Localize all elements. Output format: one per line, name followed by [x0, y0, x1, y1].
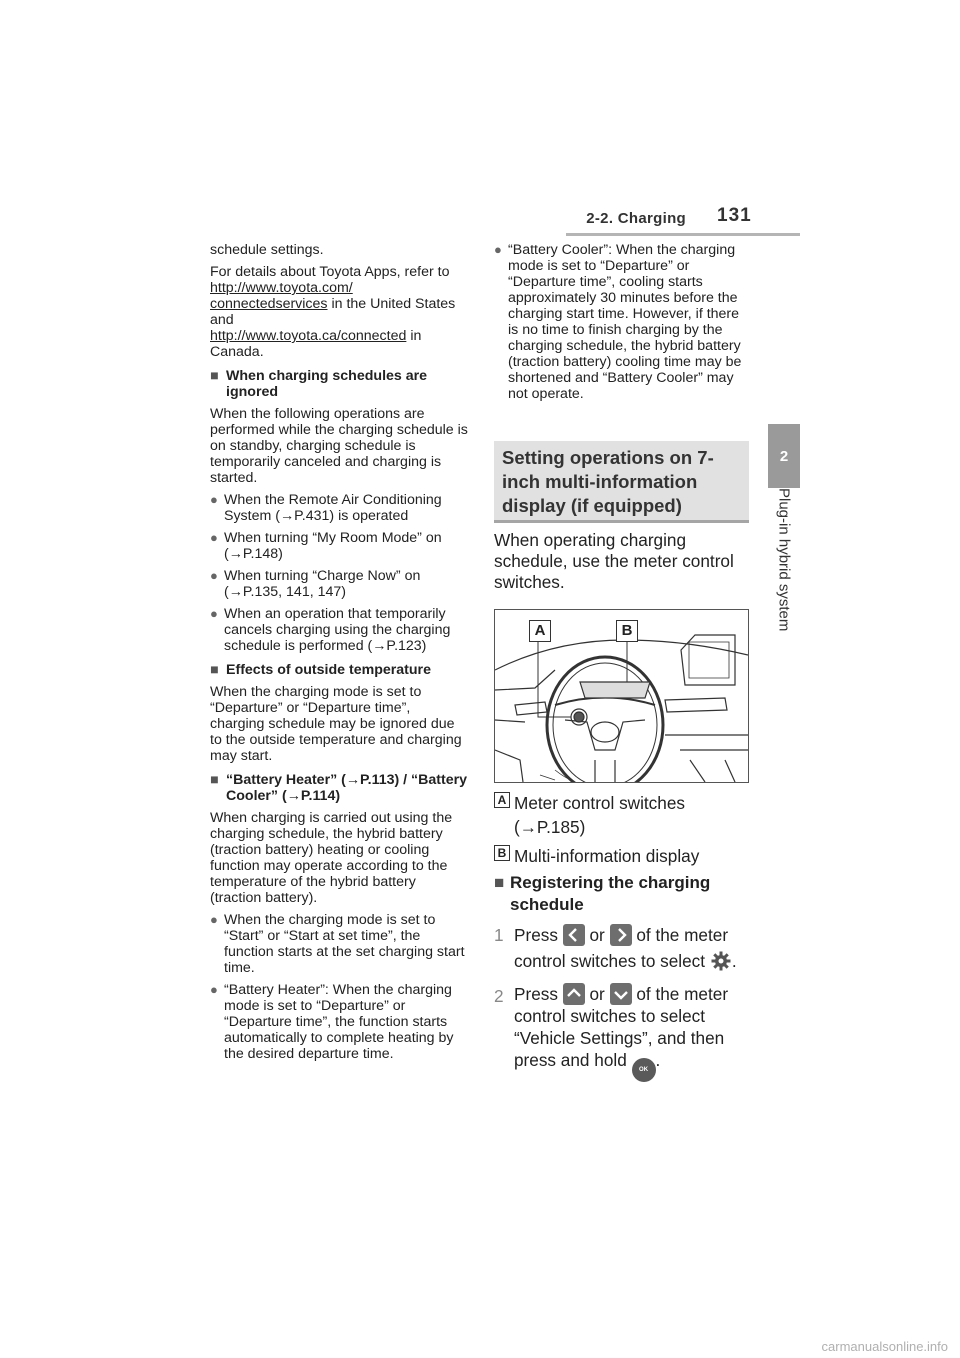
step-number: 2: [494, 986, 504, 1006]
figure-callout-b: B: [616, 620, 638, 642]
bullet-icon: ●: [210, 982, 218, 997]
chevron-right-icon: [610, 924, 632, 946]
bullet-icon: ●: [494, 242, 502, 257]
step-text: [514, 922, 754, 974]
text: of the meter control switches to select “Vehicle Settings”, and then press and hold: [514, 984, 729, 1070]
subheading: [210, 368, 468, 400]
bullet-icon: ●: [210, 530, 218, 545]
bullet-icon: ●: [210, 492, 218, 507]
text: in the United States and: [210, 296, 456, 328]
ok-button-icon: OK: [632, 1058, 656, 1082]
legend-text: Multi-information display: [514, 846, 700, 866]
text: of the meter control switches to select: [514, 925, 729, 971]
step-number: 1: [494, 925, 504, 945]
bullet-icon: ●: [210, 912, 218, 927]
section-heading-line: Setting operations on 7-: [502, 447, 714, 468]
bullet-icon: ●: [210, 606, 218, 621]
subheading-text: Effects of outside temperature: [226, 662, 431, 678]
subheading: [494, 872, 754, 916]
watermark: carmanualsonline.info: [821, 1339, 948, 1354]
text: Press: [514, 925, 563, 945]
list-item: [210, 568, 468, 600]
paragraph: [210, 264, 468, 360]
list-item-text: When the Remote Air Conditioning System (→P.431) is operated: [224, 492, 442, 524]
intro-paragraph: When operating charging schedule, use the meter control switches.: [494, 530, 734, 592]
subheading-text: Registering the charging schedule: [510, 873, 711, 914]
text: Press: [514, 984, 563, 1004]
section-heading-line: display (if equipped): [502, 495, 682, 516]
legend-item-a: [494, 792, 754, 838]
list-item-text: When turning “My Room Mode” on (→P.148): [224, 530, 442, 562]
chevron-up-icon: [563, 983, 585, 1005]
step-2: [494, 983, 754, 1082]
list-item: [210, 982, 468, 1062]
header-rule: [566, 233, 800, 236]
list-item: [210, 492, 468, 524]
left-column: [210, 242, 468, 1068]
paragraph: When charging is carried out using the charging schedule, the hybrid battery (traction battery) heating or cooling function may operate according to the temperature of the hybrid battery (traction battery).: [210, 810, 453, 906]
section-heading-line: inch multi-information: [502, 471, 698, 492]
legend-text: Meter control switches: [514, 793, 685, 813]
square-bullet-icon: ■: [210, 368, 219, 384]
page-number: 131: [717, 205, 752, 226]
chevron-left-icon: [563, 924, 585, 946]
square-bullet-icon: ■: [210, 662, 219, 678]
subheading: [210, 772, 468, 804]
text: or: [584, 984, 610, 1004]
step-1: [494, 922, 754, 974]
text: or: [584, 925, 610, 945]
text: .: [655, 1050, 661, 1070]
legend-text: (→P.185): [514, 817, 586, 837]
paragraph: schedule settings.: [210, 242, 324, 258]
text: in Canada.: [210, 328, 422, 360]
list-item-text: “Battery Heater”: When the charging mode is set to “Departure” or “Departure time”, the function starts automatically to complete heating by the desired departure time.: [224, 982, 454, 1062]
text: For details about Toyota Apps, refer to: [210, 264, 450, 280]
paragraph: When the charging mode is set to “Departure” or “Departure time”, charging schedule may be ignored due to the outside temperature and charging may start.: [210, 684, 462, 764]
square-bullet-icon: ■: [494, 873, 505, 892]
list-item: [210, 606, 468, 654]
bullet-icon: ●: [210, 568, 218, 583]
text: .: [731, 951, 737, 971]
square-bullet-icon: ■: [210, 772, 219, 788]
paragraph: When the following operations are performed while the charging schedule is on standby, charging schedule is temporarily canceled and charging is started.: [210, 406, 468, 486]
section-title: 2-2. Charging: [586, 210, 686, 227]
link-toyota-ca[interactable]: http://www.toyota.ca/connected: [210, 328, 407, 344]
chevron-down-icon: [610, 983, 632, 1005]
list-item-text: When turning “Charge Now” on (→P.135, 141, 147): [224, 568, 421, 600]
chapter-tab: 2: [768, 424, 800, 488]
chapter-label: [770, 488, 798, 658]
subheading-text: “Battery Heater” (→P.113) / “Battery Cooler” (→P.114): [226, 772, 468, 804]
list-item-text: When the charging mode is set to “Start” or “Start at set time”, the function starts at the set charging start time.: [224, 912, 465, 976]
gear-icon: [710, 950, 732, 972]
subheading: [210, 662, 468, 678]
right-column: [494, 242, 752, 408]
figure-callout-a: A: [529, 620, 551, 642]
dashboard-illustration: [494, 609, 749, 783]
subheading-text: When charging schedules are ignored: [226, 368, 428, 400]
list-item: [210, 530, 468, 562]
link-text: connectedservices: [210, 296, 328, 312]
list-item-text: When an operation that temporarily cancels charging using the charging schedule is performed (→P.123): [224, 606, 451, 654]
link-text: http://www.toyota.com/: [210, 280, 353, 296]
list-item: [494, 242, 752, 402]
section-heading-box: [494, 441, 749, 523]
legend-tag-b: B: [494, 845, 510, 861]
page-header: [0, 0, 960, 240]
legend-tag-a: A: [494, 792, 510, 808]
legend-item-b: [494, 845, 754, 867]
step-text: [514, 983, 754, 1082]
chapter-label-text: Plug-in hybrid system: [775, 488, 793, 632]
list-item: [210, 912, 468, 976]
list-item-text: “Battery Cooler”: When the charging mode is set to “Departure” or “Departure time”, cooling starts approximately 30 minutes before the charging start time. However, if there is no time to finish charging by the charging schedule, the hybrid battery (traction battery) cooling time may be shortened and “Battery Cooler” may not operate.: [508, 242, 742, 402]
